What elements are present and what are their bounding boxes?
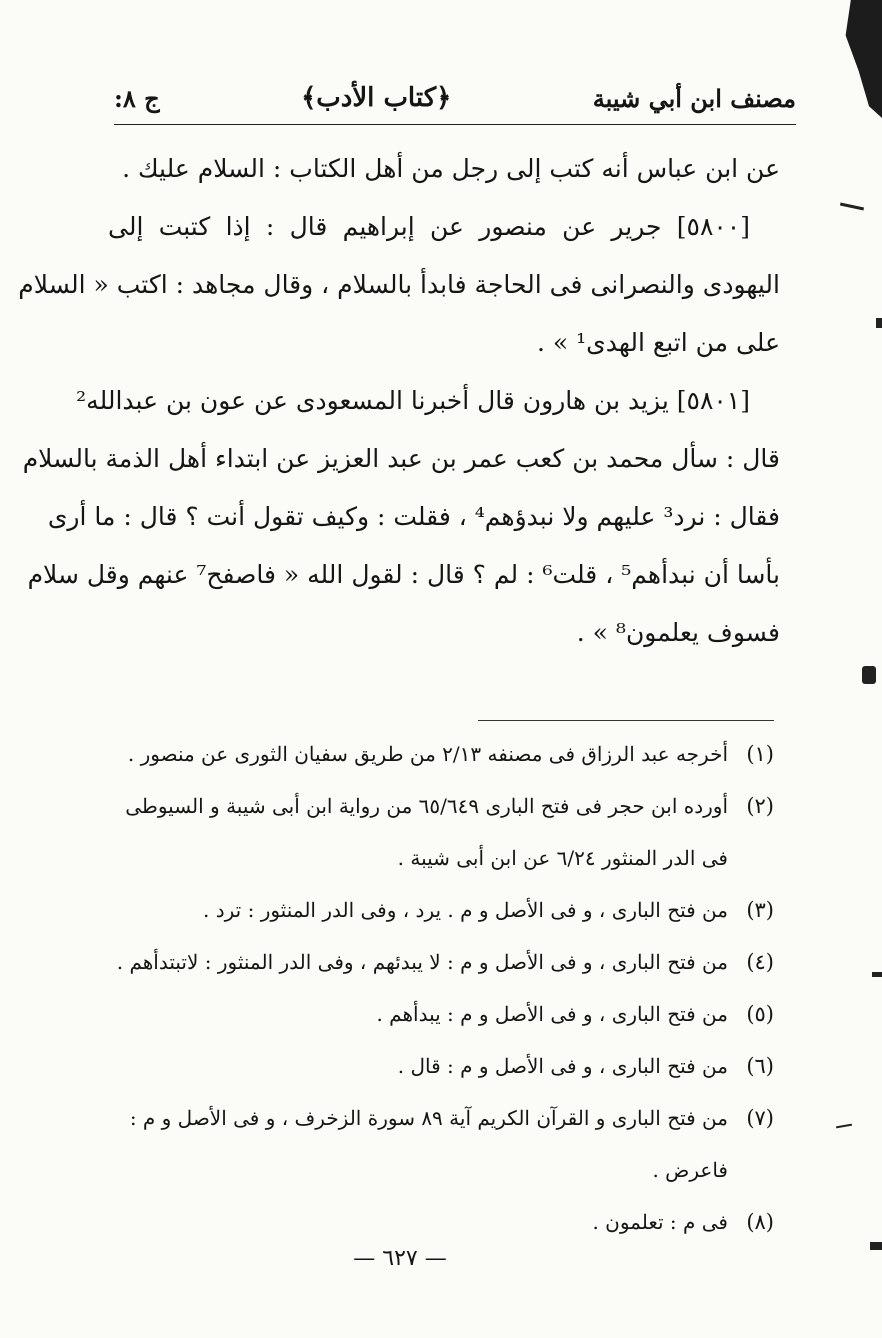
footnote-number: (٢) (746, 794, 774, 818)
scan-mark (862, 666, 876, 684)
text-line: فقال : نرد³ عليهم ولا نبدؤهم⁴ ، فقلت : وكيف تقول أنت ؟ قال : ما أرى (47, 502, 780, 531)
footnote-item (104, 1196, 774, 1248)
footnote-item (104, 780, 774, 832)
footnote-text: فى م : تعلمون . (592, 1210, 728, 1234)
footnote-item (104, 936, 774, 988)
footnote-number: (٦) (746, 1054, 774, 1078)
text-line: فسوف يعلمون⁸ » . (576, 618, 780, 647)
scan-edge-shadow (830, 0, 882, 118)
footnote-number: (٥) (746, 1002, 774, 1026)
main-text (18, 140, 780, 662)
footnote-continuation: فاعرض . (652, 1158, 728, 1182)
text-line: اليهودى والنصرانى فى الحاجة فابدأ بالسلام ، وقال مجاهد : اكتب « السلام (18, 270, 780, 299)
footnote-item (104, 1040, 774, 1092)
footnote-item (104, 884, 774, 936)
footnote-text: من فتح البارى ، و فى الأصل و م : قال . (397, 1054, 728, 1078)
footnote-item (104, 728, 774, 780)
footnote-number: (٣) (746, 898, 774, 922)
footnote-item (104, 988, 774, 1040)
footnote-text: من فتح البارى و القرآن الكريم آية ٨٩ سورة الزخرف ، و فى الأصل و م : (129, 1106, 728, 1130)
text-line: بأسا أن نبدأهم⁵ ، قلت⁶ : لم ؟ قال : لقول الله « فاصفح⁷ عنهم وقل سلام (27, 560, 780, 589)
text-line: [٥٨٠١] يزيد بن هارون قال أخبرنا المسعودى عن عون بن عبدالله² (76, 386, 750, 415)
book-title: مصنف ابن أبي شيبة (592, 83, 796, 113)
text-line: عن ابن عباس أنه كتب إلى رجل من أهل الكتاب : السلام عليك . (122, 154, 780, 183)
footnote-number: (٨) (746, 1210, 774, 1234)
footnote-text: من فتح البارى ، و فى الأصل و م : يبدأهم . (376, 1002, 728, 1026)
footnote-text: من فتح البارى ، و فى الأصل و م . يرد ، وفى الدر المنثور : ترد . (203, 898, 728, 922)
scan-mark (840, 203, 864, 211)
scan-mark (870, 1242, 882, 1250)
scan-mark (872, 972, 882, 977)
footnotes (104, 728, 774, 1248)
scan-mark (876, 318, 882, 328)
text-line: [٥٨٠٠] جرير عن منصور عن إبراهيم قال : إذا كتبت إلى (108, 212, 750, 241)
scan-mark (836, 1124, 852, 1129)
footnote-number: (٧) (746, 1106, 774, 1130)
text-line: على من اتبع الهدى¹ » . (537, 328, 780, 357)
footnote-text: أورده ابن حجر فى فتح البارى ٦٥/٦٤٩ من رواية ابن أبى شيبة و السيوطى (125, 794, 728, 818)
footnote-number: (١) (746, 742, 774, 766)
footnote-text: أخرجه عبد الرزاق فى مصنفه ٢/١٣ من طريق سفيان الثورى عن منصور . (127, 742, 728, 766)
chapter-title: ﴿كتاب الأدب﴾ (301, 83, 452, 113)
volume-number: ج ٨: (114, 83, 160, 113)
footnote-item (104, 1092, 774, 1144)
footnote-text: من فتح البارى ، و فى الأصل و م : لا يبدئهم ، وفى الدر المنثور : لاتبتدأهم . (116, 950, 728, 974)
page-header (114, 72, 796, 125)
footnote-continuation: فى الدر المنثور ٦/٢٤ عن ابن أبى شيبة . (397, 846, 728, 870)
footnote-separator (478, 720, 774, 721)
footnote-number: (٤) (746, 950, 774, 974)
page-number: — ٦٢٧ — (353, 1246, 447, 1271)
text-line: قال : سأل محمد بن كعب عمر بن عبد العزيز عن ابتداء أهل الذمة بالسلام (22, 444, 780, 473)
